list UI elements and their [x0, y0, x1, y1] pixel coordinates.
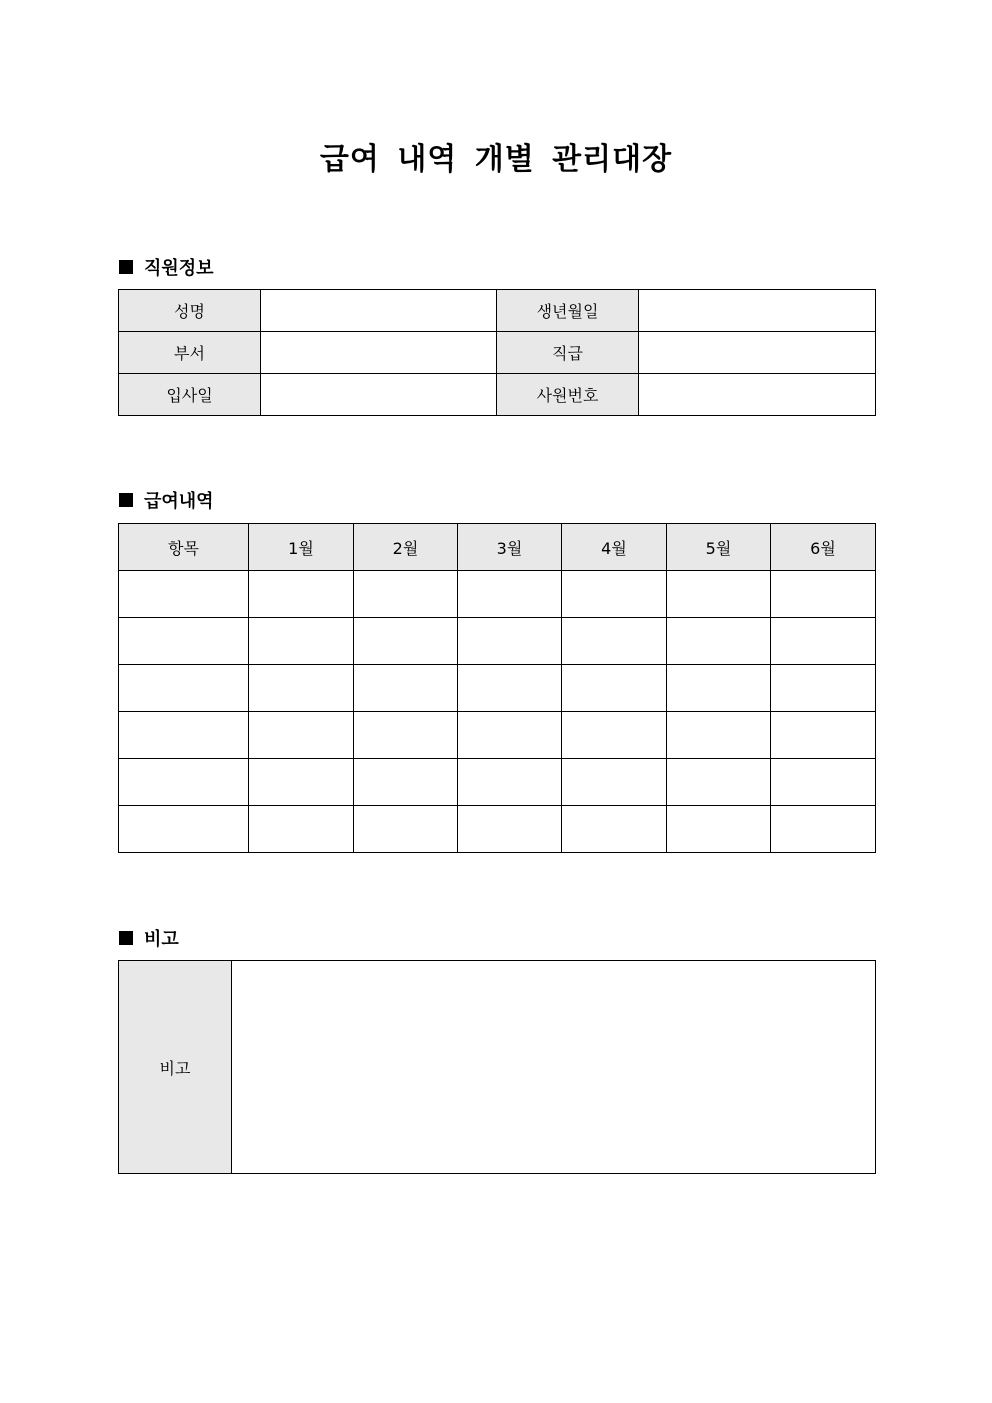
remarks-label: 비고	[119, 961, 232, 1174]
payroll-heading-label: 급여내역	[144, 491, 214, 512]
birthdate-label: 생년월일	[497, 290, 639, 332]
remarks-heading-label: 비고	[144, 929, 179, 950]
table-cell[interactable]	[562, 806, 667, 853]
table-row	[119, 571, 876, 618]
remarks-table	[118, 960, 876, 1174]
table-row	[119, 759, 876, 806]
table-header-row	[119, 524, 876, 571]
employee-info-table	[118, 289, 876, 416]
table-cell[interactable]	[562, 712, 667, 759]
hire-date-field[interactable]	[261, 374, 497, 416]
table-cell[interactable]	[458, 571, 562, 618]
table-cell[interactable]	[667, 665, 771, 712]
employee-number-field[interactable]	[639, 374, 876, 416]
table-cell[interactable]	[354, 571, 458, 618]
payroll-table	[118, 523, 876, 853]
square-bullet-icon	[119, 931, 133, 945]
table-cell[interactable]	[249, 806, 354, 853]
table-cell[interactable]	[458, 759, 562, 806]
remarks-field[interactable]	[232, 961, 876, 1174]
table-cell[interactable]	[119, 618, 249, 665]
name-field[interactable]	[261, 290, 497, 332]
table-cell[interactable]	[458, 618, 562, 665]
column-header-month: 4월	[562, 524, 667, 571]
birthdate-field[interactable]	[639, 290, 876, 332]
page-title: 급여 내역 개별 관리대장	[319, 142, 673, 177]
column-header-month: 3월	[458, 524, 562, 571]
table-row	[119, 961, 876, 1174]
column-header-month: 6월	[771, 524, 876, 571]
column-header-month: 5월	[667, 524, 771, 571]
table-row	[119, 290, 876, 332]
table-cell[interactable]	[667, 571, 771, 618]
table-cell[interactable]	[562, 665, 667, 712]
table-cell[interactable]	[249, 759, 354, 806]
table-cell[interactable]	[354, 618, 458, 665]
table-cell[interactable]	[354, 759, 458, 806]
square-bullet-icon	[119, 493, 133, 507]
table-cell[interactable]	[667, 618, 771, 665]
table-cell[interactable]	[667, 759, 771, 806]
table-cell[interactable]	[771, 759, 876, 806]
employee-number-label: 사원번호	[497, 374, 639, 416]
position-label: 직급	[497, 332, 639, 374]
table-cell[interactable]	[771, 712, 876, 759]
department-field[interactable]	[261, 332, 497, 374]
table-row	[119, 332, 876, 374]
table-cell[interactable]	[771, 806, 876, 853]
table-cell[interactable]	[667, 712, 771, 759]
table-cell[interactable]	[119, 759, 249, 806]
table-cell[interactable]	[119, 665, 249, 712]
table-cell[interactable]	[562, 759, 667, 806]
table-row	[119, 712, 876, 759]
hire-date-label: 입사일	[119, 374, 261, 416]
table-cell[interactable]	[354, 665, 458, 712]
column-header-month: 1월	[249, 524, 354, 571]
table-cell[interactable]	[458, 712, 562, 759]
employee-info-heading	[119, 254, 214, 280]
table-cell[interactable]	[119, 712, 249, 759]
table-cell[interactable]	[354, 712, 458, 759]
table-cell[interactable]	[119, 571, 249, 618]
employee-info-heading-label: 직원정보	[144, 258, 214, 279]
payroll-heading	[119, 487, 214, 513]
table-cell[interactable]	[771, 571, 876, 618]
table-cell[interactable]	[249, 571, 354, 618]
table-cell[interactable]	[354, 806, 458, 853]
table-cell[interactable]	[458, 665, 562, 712]
table-row	[119, 374, 876, 416]
table-row	[119, 665, 876, 712]
table-cell[interactable]	[562, 571, 667, 618]
column-header-item: 항목	[119, 524, 249, 571]
table-cell[interactable]	[562, 618, 667, 665]
table-cell[interactable]	[667, 806, 771, 853]
table-row	[119, 618, 876, 665]
table-cell[interactable]	[771, 618, 876, 665]
square-bullet-icon	[119, 260, 133, 274]
table-cell[interactable]	[119, 806, 249, 853]
name-label: 성명	[119, 290, 261, 332]
position-field[interactable]	[639, 332, 876, 374]
department-label: 부서	[119, 332, 261, 374]
table-cell[interactable]	[249, 618, 354, 665]
table-row	[119, 806, 876, 853]
table-cell[interactable]	[458, 806, 562, 853]
table-cell[interactable]	[771, 665, 876, 712]
remarks-heading	[119, 925, 179, 951]
column-header-month: 2월	[354, 524, 458, 571]
table-cell[interactable]	[249, 665, 354, 712]
table-cell[interactable]	[249, 712, 354, 759]
